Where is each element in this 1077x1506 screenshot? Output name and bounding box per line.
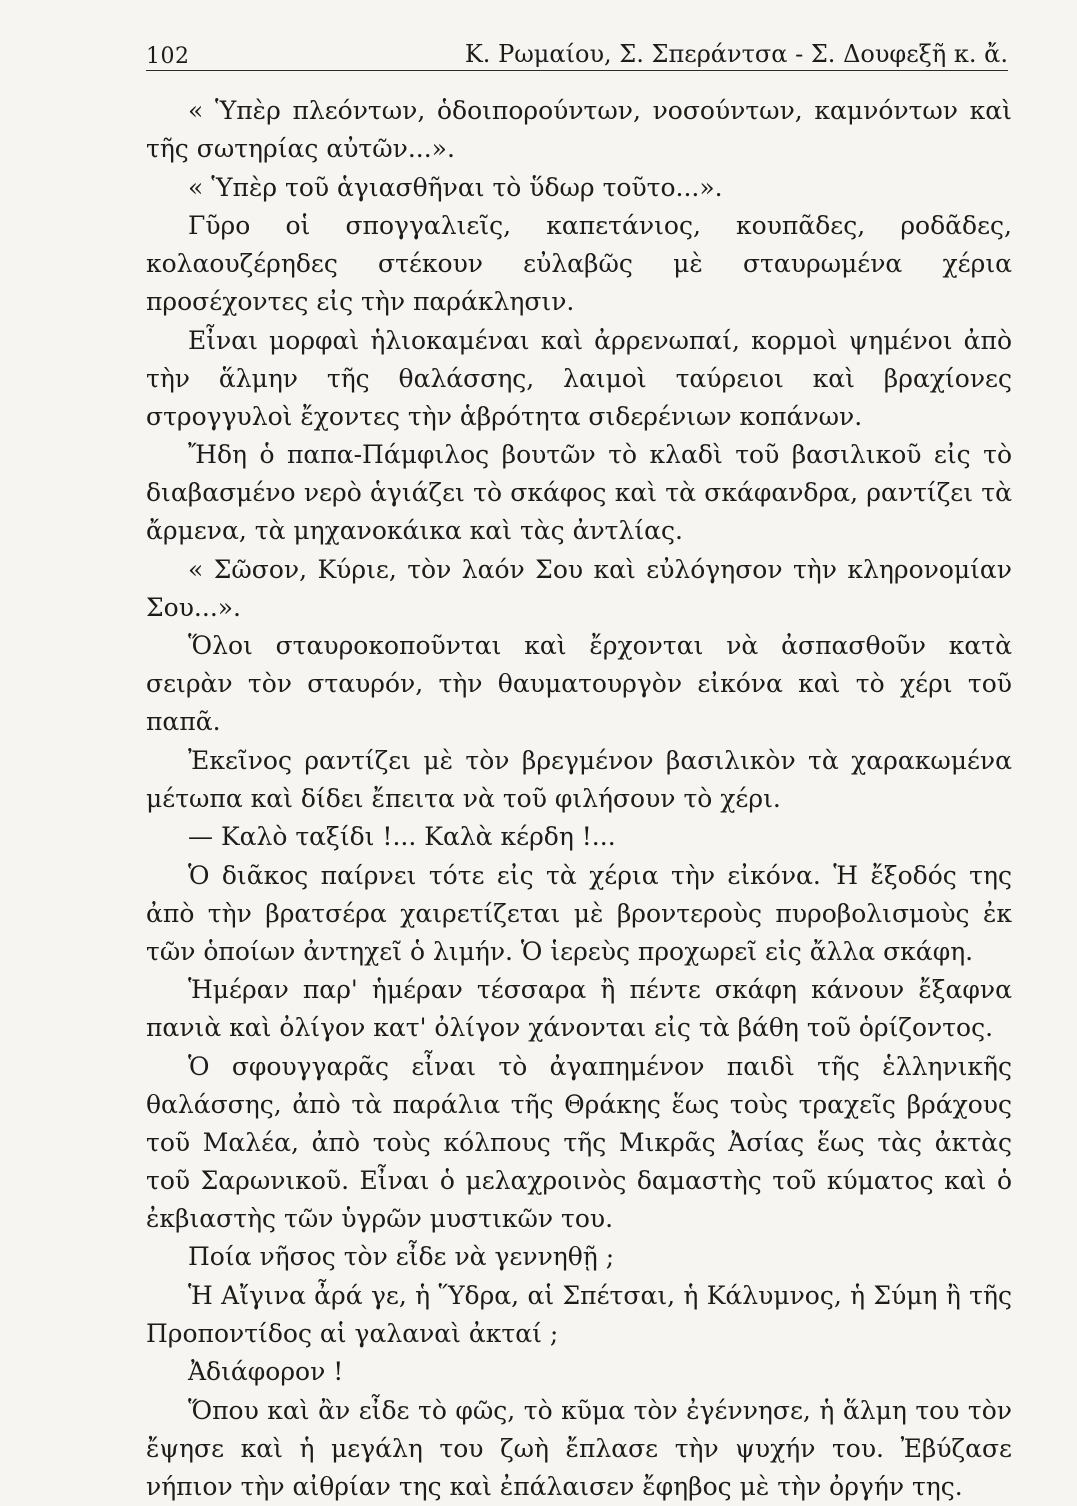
paragraph: Γῦρο οἱ σπογγαλιεῖς, καπετάνιος, κουπᾶδες, ροδᾶδες, κολαουζέρηδες στέκουν εὐλαβῶς μὲ σταυρωμένα χέρια προσέχοντες εἰς τὴν παράκλησιν. [146,211,1012,316]
paragraph: « Ὑπὲρ τοῦ ἁγιασθῆναι τὸ ὕδωρ τοῦτο...». [188,172,723,202]
paragraph: « Σῶσον, Κύριε, τὸν λαόν Σου καὶ εὐλόγησον τὴν κληρονομίαν Σου...». [146,554,1012,622]
paragraph: Ἀδιάφορον ! [188,1357,344,1386]
paragraph: Εἶναι μορφαὶ ἡλιοκαμέναι καὶ ἀρρενωπαί, κορμοὶ ψημένοι ἀπὸ τὴν ἅλμην τῆς θαλάσσης, λαιμοὶ ταύρειοι καὶ βραχίονες στρογγυλοὶ ἔχοντες τὴν ἁβρότητα σιδερένιων κοπάνων. [146,325,1012,431]
paragraph: « Ὑπὲρ πλεόντων, ὁδοιπορούντων, νοσούντων, καμνόντων καὶ τῆς σωτηρίας αὐτῶν...». [146,96,1012,163]
paragraph: Ἤδη ὁ παπα-Πάμφιλος βουτῶν τὸ κλαδὶ τοῦ βασιλικοῦ εἰς τὸ διαβασμένο νερὸ ἁγιάζει τὸ σκάφος καὶ τὰ σκάφανδρα, ραντίζει τὰ ἄρμενα, τὰ μηχανοκάικα καὶ τὰς ἀντλίας. [146,440,1012,545]
header-rule [146,70,1008,71]
body-text [146,92,1012,1506]
paragraph: Ἡ Αἴγινα ἆρά γε, ἡ Ὕδρα, αἱ Σπέτσαι, ἡ Κάλυμνος, ἡ Σύμη ἢ τῆς Προποντίδος αἱ γαλαναὶ ἀκταί ; [146,1280,1012,1348]
paragraph: Ὅπου καὶ ἂν εἶδε τὸ φῶς, τὸ κῦμα τὸν ἐγέννησε, ἡ ἅλμη του τὸν ἔψησε καὶ ἡ μεγάλη του ζωὴ ἔπλασε τὴν ψυχήν του. Ἐβύζασε νήπιον τὴν αἰθρίαν της καὶ ἐπάλαισεν ἔφηβος μὲ τὴν ὀργήν της. [146,1395,1012,1501]
paragraph: Ποία νῆσος τὸν εἶδε νὰ γεννηθῇ ; [188,1242,615,1271]
page-number: 102 [146,44,190,69]
paragraph: Ὁ διᾶκος παίρνει τότε εἰς τὰ χέρια τὴν εἰκόνα. Ἡ ἔξοδός της ἀπὸ τὴν βρατσέρα χαιρετίζεται μὲ βροντεροὺς πυροβολισμοὺς ἐκ τῶν ὁποίων ἀντηχεῖ ὁ λιμήν. Ὁ ἱερεὺς προχωρεῖ εἰς ἄλλα σκάφη. [146,860,1012,966]
paragraph: — Καλὸ ταξίδι !... Καλὰ κέρδη !... [188,822,616,851]
paragraph: Ὅλοι σταυροκοποῦνται καὶ ἔρχονται νὰ ἀσπασθοῦν κατὰ σειρὰν τὸν σταυρόν, τὴν θαυματουργὸν εἰκόνα καὶ τὸ χέρι τοῦ παπᾶ. [146,631,1012,736]
page-header [146,34,1008,74]
paragraph: Ὁ σφουγγαρᾶς εἶναι τὸ ἀγαπημένον παιδὶ τῆς ἑλληνικῆς θαλάσσης, ἀπὸ τὰ παράλια τῆς Θράκης ἕως τοὺς τραχεῖς βράχους τοῦ Μαλέα, ἀπὸ τοὺς κόλπους τῆς Μικρᾶς Ἀσίας ἕως τὰς ἀκτὰς τοῦ Σαρωνικοῦ. Εἶναι ὁ μελαχροινὸς δαμαστὴς τοῦ κύματος καὶ ὁ ἐκβιαστὴς τῶν ὑγρῶν μυστικῶν του. [146,1051,1012,1233]
paragraph: Ἡμέραν παρ' ἡμέραν τέσσαρα ἢ πέντε σκάφη κάνουν ἔξαφνα πανιὰ καὶ ὀλίγον κατ' ὀλίγον χάνονται εἰς τὰ βάθη τοῦ ὁρίζοντος. [146,975,1012,1042]
running-head: Κ. Ρωμαίου, Σ. Σπεράντσα - Σ. Δουφεξῆ κ. ἄ. [464,40,1008,68]
paragraph: Ἐκεῖνος ραντίζει μὲ τὸν βρεγμένον βασιλικὸν τὰ χαρακωμένα μέτωπα καὶ δίδει ἔπειτα νὰ τοῦ φιλήσουν τὸ χέρι. [146,745,1012,813]
